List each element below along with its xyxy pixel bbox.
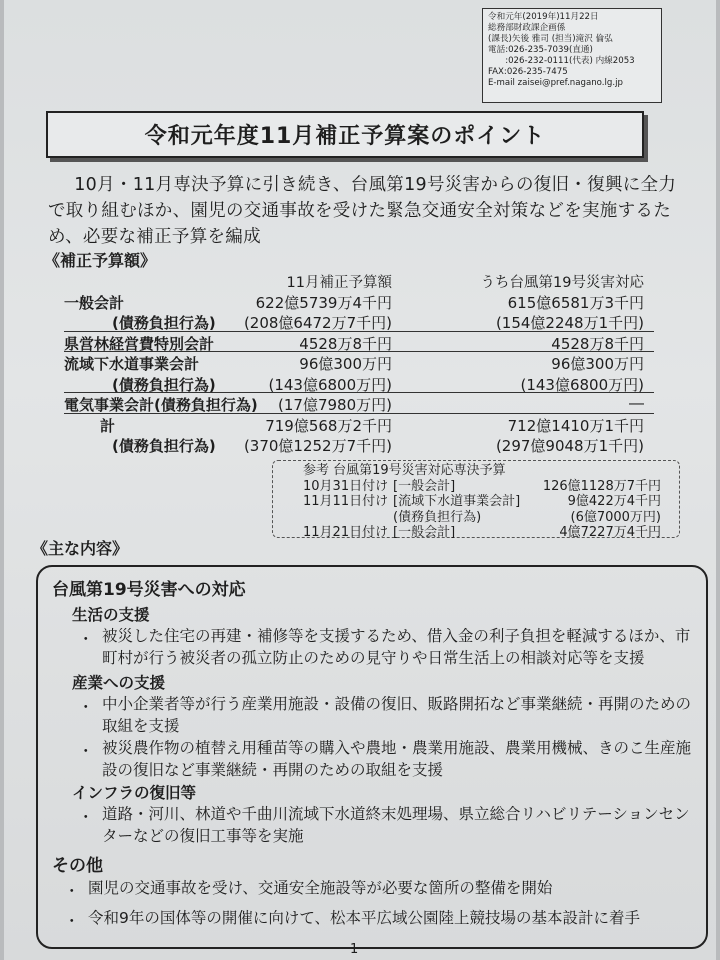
budget-row-total: 719億568万2千円 <box>265 416 392 435</box>
contact-email: E-mail zaisei@pref.nagano.lg.jp <box>488 78 623 88</box>
budget-row-total: 96億300万円 <box>299 355 392 373</box>
intro-text: 10月・11月専決予算に引き続き、台風第19号災害からの復旧・復興に全力で取り組むほか、園児の交通事故を受けた緊急交通安全対策などを実施するため、必要な補正予算を編成 <box>48 175 677 247</box>
budget-row <box>64 393 654 414</box>
budget-col2-header: うち台風第19号災害対応 <box>480 275 644 291</box>
sub-infrastructure: インフラの復旧等 <box>72 784 197 802</box>
budget-row <box>64 352 654 373</box>
bullet-mark: ・ <box>64 912 80 930</box>
reference-row <box>281 494 671 510</box>
bullet-life-support: 被災した住宅の再建・補修等を支援するため、借入金の利子負担を軽減するほか、市町村が行う被災者の孤立防止のための見守りや日常生活上の相談対応等を支援 <box>102 627 691 667</box>
reference-account: [一般会計] <box>393 525 456 540</box>
main-heading: 《主な内容》 <box>32 539 129 558</box>
bullet-infrastructure: 道路・河川、林道や千曲川流域下水道終末処理場、県立総合リハビリテーションセンターなどの復旧工事等を実施 <box>102 805 690 845</box>
main-content-box <box>36 565 708 949</box>
budget-row-label: 県営林経営費特別会計 <box>64 334 215 353</box>
budget-header-row <box>64 270 654 291</box>
budget-row-typhoon: 4528万8千円 <box>551 334 644 353</box>
budget-row-total: 4528万8千円 <box>299 334 392 353</box>
budget-row-total: (143億6800万円) <box>268 375 392 394</box>
budget-row-label: (債務負担行為) <box>112 437 216 455</box>
contact-dept: 総務部財政課企画係 <box>488 23 566 33</box>
page-number: 1 <box>350 942 359 957</box>
reference-account: [流域下水道事業会計] <box>393 494 521 509</box>
bullet-agriculture-support: 被災農作物の植替え用種苗等の購入や農地・農業用施設、農業用機械、きのこ生産施設の復旧など事業継続・再開のための取組を支援 <box>102 739 692 779</box>
bullet-mark: ・ <box>64 882 80 900</box>
budget-row <box>64 414 654 435</box>
reference-account: (債務負担行為) <box>393 509 482 525</box>
budget-row <box>64 434 654 455</box>
reference-amount: 126億1128万7千円 <box>542 478 661 494</box>
budget-row-typhoon: (154億2248万1千円) <box>495 314 644 332</box>
budget-row-label: 電気事業会計(債務負担行為) <box>64 396 258 414</box>
budget-row-label: 流域下水道事業会計 <box>64 355 200 373</box>
budget-row-total: (17億7980万円) <box>278 396 392 414</box>
budget-row-typhoon: 712億1410万1千円 <box>507 416 644 435</box>
reference-row <box>281 510 671 526</box>
reference-amount: (6億7000万円) <box>570 509 661 525</box>
bullet-sme-support: 中小企業者等が行う産業用施設・設備の復旧、販路開拓など事業継続・再開のための取組を支援 <box>102 695 692 735</box>
page-title: 令和元年度11月補正予算案のポイント <box>46 111 644 158</box>
bullet-mark: ・ <box>78 630 94 648</box>
bullet-traffic-safety: 園児の交通事故を受け、交通安全施設等が必要な箇所の整備を開始 <box>88 879 553 897</box>
sub-life-support: 生活の支援 <box>72 606 150 624</box>
budget-row-label: 一般会計 <box>64 293 125 312</box>
budget-col1-header: 11月補正予算額 <box>286 275 392 291</box>
intro-paragraph <box>48 172 688 250</box>
reference-amount: 9億422万4千円 <box>567 494 661 509</box>
contact-date: 令和元年(2019年)11月22日 <box>488 12 599 22</box>
reference-box <box>272 460 680 538</box>
sub-industry-support: 産業への支援 <box>72 674 166 692</box>
budget-row-typhoon: 615億6581万3千円 <box>507 293 644 312</box>
bullet-stadium-design: 令和9年の国体等の開催に向けて、松本平広域公園陸上競技場の基本設計に着手 <box>88 909 641 927</box>
contact-box <box>482 8 662 103</box>
reference-date: 11月11日付け <box>303 494 389 509</box>
reference-row <box>281 479 671 495</box>
bullet-mark: ・ <box>78 698 94 716</box>
budget-row-label: (債務負担行為) <box>112 375 216 394</box>
budget-row-total: 622億5739万4千円 <box>255 293 392 312</box>
budget-row <box>64 373 654 394</box>
bullet-mark: ・ <box>78 742 94 760</box>
budget-row-label: 計 <box>100 416 116 435</box>
budget-row-label: (債務負担行為) <box>112 314 216 332</box>
reference-title-row <box>281 463 671 479</box>
budget-row <box>64 332 654 353</box>
budget-row-typhoon: 96億300万円 <box>551 355 644 373</box>
reference-date: 11月21日付け <box>303 525 389 540</box>
budget-row-typhoon: (297億9048万1千円) <box>495 437 644 455</box>
reference-amount: 4億7227万4千円 <box>559 525 661 540</box>
budget-row-total: (370億1252万7千円) <box>243 437 392 455</box>
budget-row <box>64 291 654 312</box>
contact-tel2: :026-232-0111(代表) 内線2053 <box>488 56 635 66</box>
reference-title: 参考 台風第19号災害対応専決予算 <box>303 463 506 478</box>
section-typhoon-title: 台風第19号災害への対応 <box>52 580 246 600</box>
budget-row-typhoon: (143億6800万円) <box>520 375 644 394</box>
budget-heading: 《補正予算額》 <box>44 251 157 270</box>
contact-tel1: 電話:026-235-7039(直通) <box>488 45 593 55</box>
reference-date: 10月31日付け <box>303 478 389 494</box>
reference-account: [一般会計] <box>393 478 456 494</box>
contact-fax: FAX:026-235-7475 <box>488 67 568 77</box>
document-page <box>4 0 716 960</box>
budget-row-typhoon: ― <box>629 394 644 412</box>
section-other-title: その他 <box>52 856 103 876</box>
bullet-mark: ・ <box>78 808 94 826</box>
budget-row-total: (208億6472万7千円) <box>243 314 392 332</box>
reference-row <box>281 525 671 541</box>
budget-row <box>64 311 654 332</box>
budget-table <box>64 270 654 455</box>
contact-staff: (課長)矢後 雅司 (担当)滝沢 倫弘 <box>488 34 613 44</box>
